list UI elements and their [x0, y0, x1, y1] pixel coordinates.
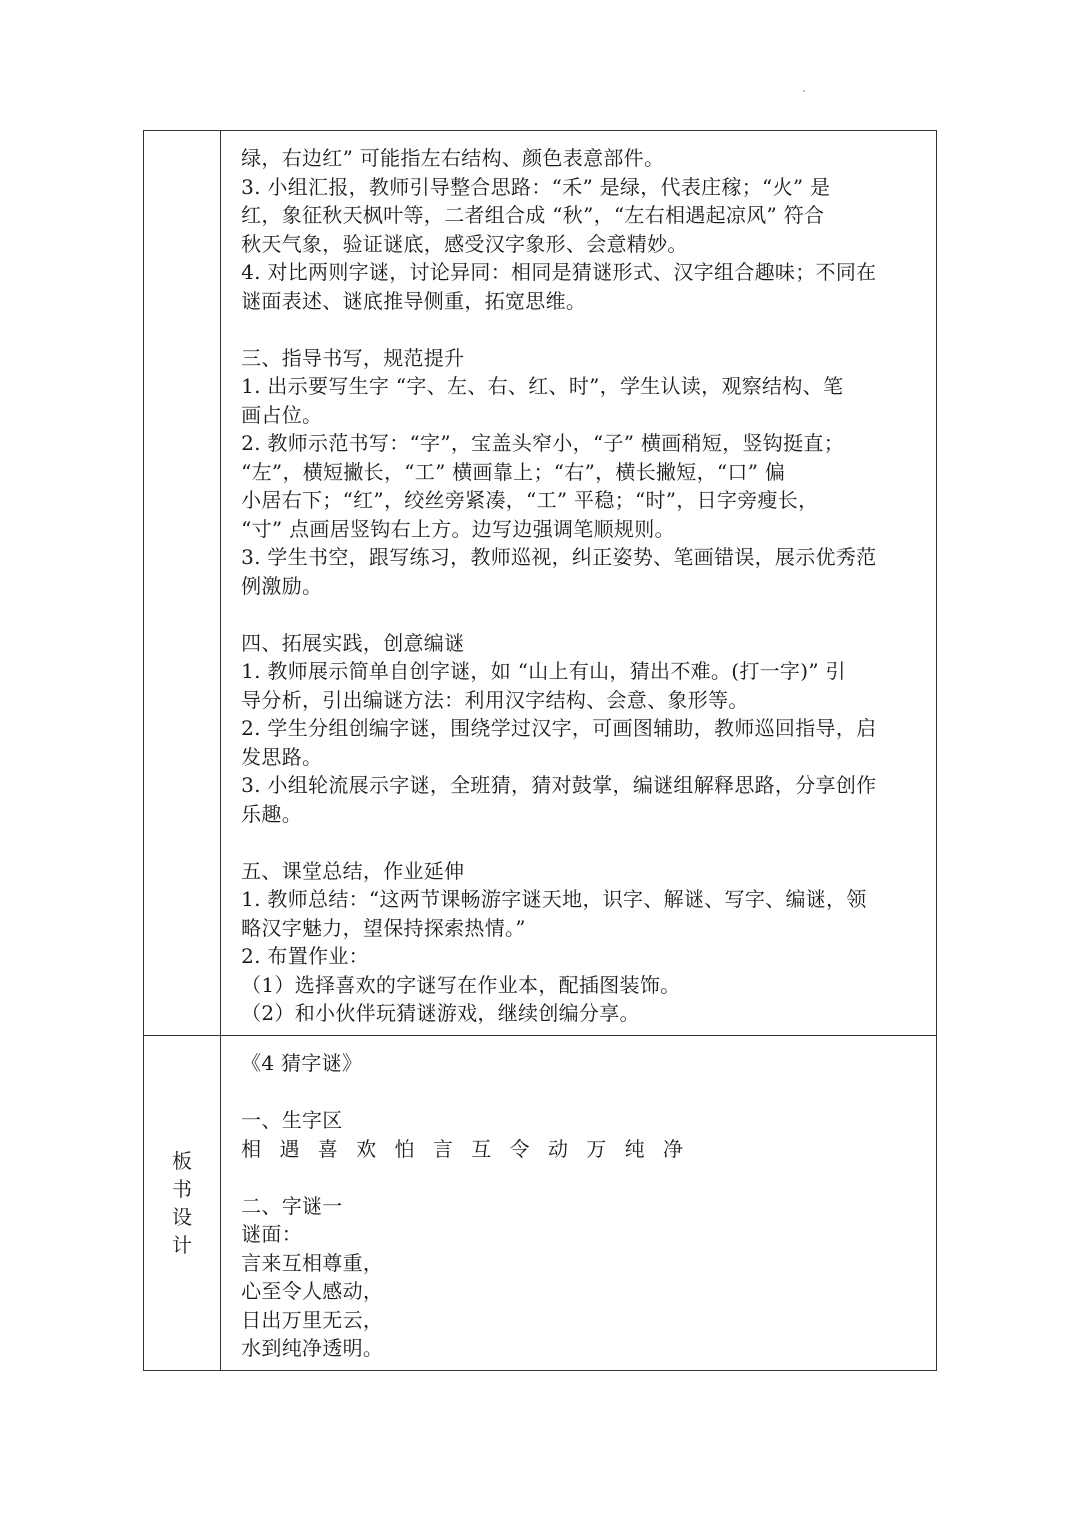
section-four-heading: 四、拓展实践，创意编谜: [241, 630, 465, 655]
teaching-process-row: [144, 131, 937, 1036]
text-line: （2）和小伙伴玩猜谜游戏，继续创编分享。: [241, 1001, 640, 1025]
text-line: 3. 小组轮流展示字谜，全班猜，猜对鼓掌，编谜组解释思路，分享创作: [241, 773, 877, 797]
part-two-heading: 二、字谜一: [241, 1193, 343, 1218]
text-line: 导分析，引出编谜方法：利用汉字结构、会意、象形等。: [241, 687, 749, 712]
riddle-line: 水到纯净透明。: [241, 1336, 384, 1360]
text-line: 4. 对比两则字谜，讨论异同：相同是猜谜形式、汉字组合趣味；不同在: [241, 260, 877, 284]
text-line: 3. 学生书空，跟写练习，教师巡视，纠正姿势、笔画错误，展示优秀范: [241, 545, 877, 569]
riddle-line: 日出万里无云，: [241, 1307, 384, 1332]
teaching-process-cell: [221, 131, 937, 1036]
text-line: 2. 学生分组创编字谜，围绕学过汉字，可画图辅助，教师巡回指导，启: [241, 716, 877, 740]
board-design-row: [144, 1036, 937, 1371]
blank-line: [241, 828, 916, 857]
new-characters-list: 相 遇 喜 欢 怕 言 互 令 动 万 纯 净: [241, 1136, 690, 1161]
text-line: 2. 布置作业：: [241, 944, 369, 968]
text-line: “寸” 点画居竖钩右上方。边写边强调笔顺规则。: [241, 516, 675, 541]
board-design-label: 板书设计: [172, 1149, 193, 1257]
section-three-heading: 三、指导书写，规范提升: [241, 345, 465, 370]
text-line: “左”，横短撇长，“工” 横画靠上；“右”，横长撇短，“口” 偏: [241, 459, 786, 484]
text-line: 小居右下；“红”，绞丝旁紧凑，“工” 平稳；“时”，日字旁瘦长，: [241, 488, 819, 512]
text-line: 秋天气象，验证谜底，感受汉字象形、会意精妙。: [241, 231, 688, 256]
text-line: 2. 教师示范书写：“字”，宝盖头窄小，“子” 横画稍短，竖钩挺直；: [241, 431, 844, 455]
board-title: 《4 猜字谜》: [241, 1051, 363, 1075]
text-line: 例激励。: [241, 573, 323, 598]
blank-line: [241, 315, 916, 344]
riddle-label: 谜面：: [241, 1222, 302, 1246]
text-line: 略汉字魅力，望保持探索热情。”: [241, 915, 526, 940]
section-five-heading: 五、课堂总结，作业延伸: [241, 858, 465, 883]
board-design-label-cell: [144, 1036, 221, 1371]
text-line: 1. 教师展示简单自创字谜，如 “山上有山，猜出不难。(打一字)” 引: [241, 659, 846, 683]
riddle-line: 心至令人感动，: [241, 1279, 384, 1303]
page-mark: [803, 90, 805, 92]
text-line: 发思路。: [241, 744, 323, 769]
text-line: 谜面表述、谜底推导侧重，拓宽思维。: [241, 288, 587, 313]
blank-line: [241, 1163, 916, 1192]
blank-line: [241, 600, 916, 629]
text-line: 1. 教师总结：“这两节课畅游字谜天地，识字、解谜、写字、编谜，领: [241, 887, 867, 911]
text-line: 红，象征秋天枫叶等，二者组合成 “秋”，“左右相遇起凉风” 符合: [241, 203, 825, 227]
text-line: 3. 小组汇报，教师引导整合思路：“禾” 是绿，代表庄稼；“火” 是: [241, 174, 831, 199]
riddle-line: 言来互相尊重，: [241, 1250, 384, 1275]
text-line: （1）选择喜欢的字谜写在作业本，配插图装饰。: [241, 972, 681, 997]
text-line: 绿，右边红” 可能指左右结构、颜色表意部件。: [241, 146, 665, 170]
empty-label-cell: [144, 131, 221, 1036]
text-line: 1. 出示要写生字 “字、左、右、红、时”，学生认读，观察结构、笔: [241, 374, 844, 398]
part-one-heading: 一、生字区: [241, 1108, 343, 1132]
board-design-cell: [221, 1036, 937, 1371]
text-line: 乐趣。: [241, 801, 302, 826]
lesson-plan-table: [143, 130, 937, 1371]
blank-line: [241, 1078, 916, 1107]
text-line: 画占位。: [241, 402, 323, 427]
